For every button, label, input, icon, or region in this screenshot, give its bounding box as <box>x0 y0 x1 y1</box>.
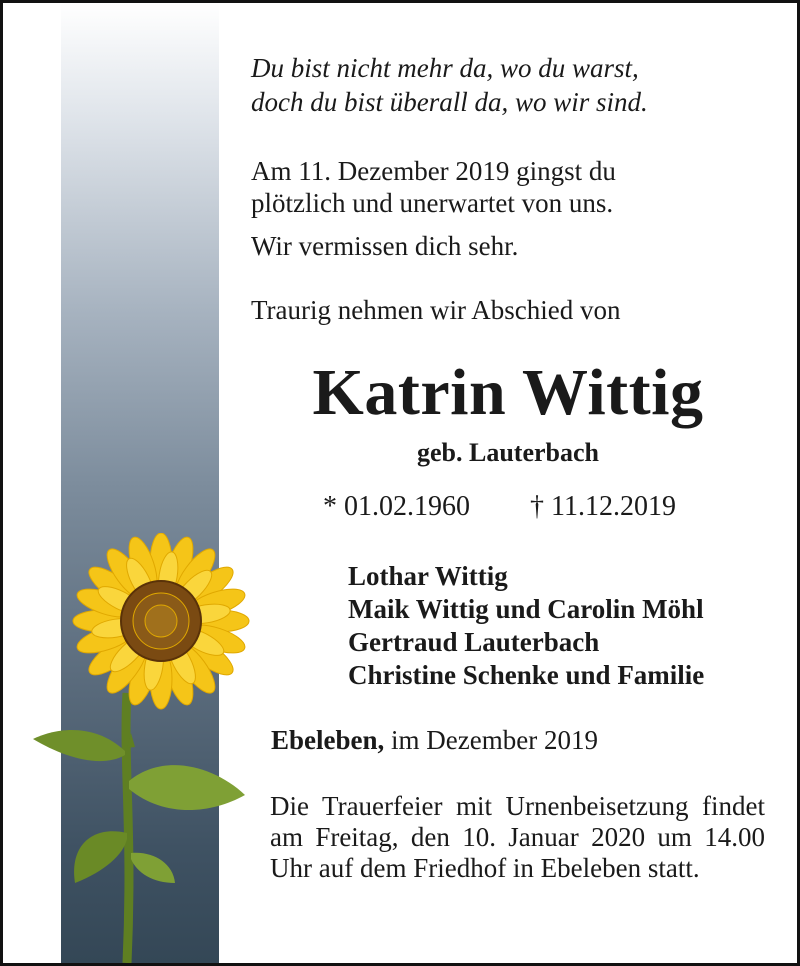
deceased-name: Katrin Wittig <box>312 356 704 429</box>
mourners-list <box>348 560 704 692</box>
message-line-1: Am 11. Dezember 2019 gingst du <box>251 156 616 186</box>
motto-line-1: Du bist nicht mehr da, wo du warst, <box>251 53 639 83</box>
message-line-2: plötzlich und unerwartet von uns. <box>251 188 614 218</box>
maiden-name: geb. Lauterbach <box>417 438 599 467</box>
mourner-item: Gertraud Lauterbach <box>348 627 600 657</box>
motto-line-2: doch du bist überall da, wo wir sind. <box>251 87 648 117</box>
ceremony-info: Die Trauerfeier mit Urnenbeisetzung findet am Freitag, den 10. Januar 2020 um 14.00 Uhr auf dem Friedhof in Ebeleben statt. <box>270 791 765 883</box>
death-date: † 11.12.2019 <box>530 491 676 522</box>
place-date: im Dezember 2019 <box>391 725 598 755</box>
place-town: Ebeleben, <box>271 725 385 755</box>
birth-date: * 01.02.1960 <box>323 491 470 522</box>
death-message <box>251 155 616 219</box>
mourner-item: Christine Schenke und Familie <box>348 660 705 690</box>
sunflower-icon <box>23 533 263 963</box>
farewell-line: Traurig nehmen wir Abschied von <box>251 295 621 325</box>
life-dates <box>323 491 676 523</box>
mourner-item: Maik Wittig und Carolin Möhl <box>348 594 704 624</box>
mourner-item: Lothar Wittig <box>348 561 508 591</box>
place-and-date <box>271 725 598 756</box>
motto-verse <box>251 51 648 119</box>
miss-you-line: Wir vermissen dich sehr. <box>251 231 519 261</box>
